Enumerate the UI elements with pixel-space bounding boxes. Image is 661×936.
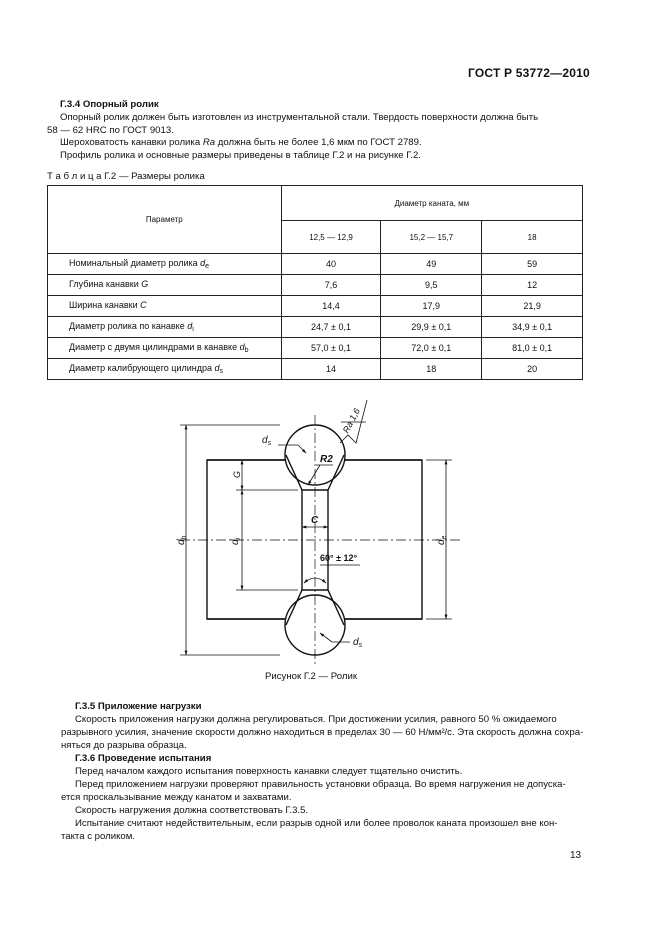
dimensions-table	[47, 185, 583, 380]
p2-var: Ra	[202, 137, 216, 148]
figure-caption: Рисунок Г.2 — Ролик	[265, 671, 358, 682]
label-g: G	[232, 470, 242, 478]
cell: 57,0 ± 0,1	[281, 338, 381, 359]
cell: 34,9 ± 0,1	[482, 317, 583, 338]
section-g34-p1-line2: 58 — 62 HRC по ГОСТ 9013.	[47, 125, 174, 136]
label-r2: R2	[320, 454, 333, 465]
section-g36-p3: Скорость нагружения должна соответствовать Г.3.5.	[75, 805, 309, 816]
label-ra: Ra 1,6	[340, 406, 363, 435]
label-ds-bottom: $d_s$	[353, 637, 363, 649]
row-label: Диаметр ролика по канавке $d_i$	[48, 317, 282, 338]
cell: 24,7 ± 0,1	[281, 317, 381, 338]
section-g34-heading: Г.3.4 Опорный ролик	[60, 99, 159, 110]
label-ds-top: $d_s$	[262, 435, 272, 447]
section-g36-p4-line2: такта с роликом.	[61, 831, 135, 842]
cell: 17,9	[381, 296, 482, 317]
cell: 20	[482, 359, 583, 380]
section-g34-p1-line1: Опорный ролик должен быть изготовлен из инструментальной стали. Твердость поверхности должна быть	[60, 112, 539, 123]
section-g36-p4-line1: Испытание считают недействительным, если разрыв одной или более проволок каната произошел вне кон-	[75, 818, 558, 829]
roller-drawing	[170, 395, 470, 670]
label-angle: 60° ± 12°	[320, 553, 358, 563]
group-header: Диаметр каната, мм	[281, 186, 582, 221]
table-row	[48, 359, 583, 380]
section-g36-p1: Перед началом каждого испытания поверхность канавки следует тщательно очистить.	[75, 766, 463, 777]
section-g36-p2-line1: Перед приложением нагрузки проверяют правильность установки образца. Во время нагружения не допуска-	[75, 779, 566, 790]
cell: 14,4	[281, 296, 381, 317]
cell: 29,9 ± 0,1	[381, 317, 482, 338]
section-g35-line1: Скорость приложения нагрузки должна регулироваться. При достижении усилия, равного 50 % ожидаемого	[75, 714, 557, 725]
cell: 40	[281, 254, 381, 275]
p2-post: должна быть не более 1,6 мкм по ГОСТ 2789.	[215, 137, 422, 148]
table-row	[48, 317, 583, 338]
row-label: Ширина канавки C	[48, 296, 282, 317]
label-di: $d_i$	[230, 537, 242, 545]
table-row	[48, 254, 583, 275]
page-number: 13	[570, 850, 582, 861]
table-caption: Т а б л и ц а Г.2 — Размеры ролика	[47, 171, 205, 182]
cell: 12	[482, 275, 583, 296]
label-c: C	[311, 515, 319, 526]
section-g35-line2: разрывного усилия, значение скорости должно находиться в пределах 30 — 60 Н/мм²/с. Эта скорость должна сохра-	[61, 727, 584, 738]
label-de: $d_e$	[436, 535, 448, 545]
cell: 59	[482, 254, 583, 275]
p2-pre: Шероховатость канавки ролика	[60, 137, 203, 148]
label-db: $d_b$	[176, 535, 188, 545]
document-id: ГОСТ Р 53772—2010	[468, 66, 590, 80]
section-g35-line3: няться до разрыва образца.	[61, 740, 187, 751]
cell: 21,9	[482, 296, 583, 317]
table-row	[48, 275, 583, 296]
cell: 14	[281, 359, 381, 380]
row-label: Номинальный диаметр ролика $d_e$	[48, 254, 282, 275]
row-label: Диаметр калибрующего цилиндра $d_s$	[48, 359, 282, 380]
cell: 81,0 ± 0,1	[482, 338, 583, 359]
cell: 18	[381, 359, 482, 380]
cell: 7,6	[281, 275, 381, 296]
column-header: 15,2 — 15,7	[381, 221, 482, 254]
cell: 49	[381, 254, 482, 275]
row-label: Глубина канавки G	[48, 275, 282, 296]
param-header: Параметр	[48, 186, 282, 254]
table-row	[48, 296, 583, 317]
section-g36-heading: Г.3.6 Проведение испытания	[75, 753, 212, 764]
section-g36-p2-line2: ется проскальзывание между канатом и захватами.	[61, 792, 292, 803]
section-g34-p3: Профиль ролика и основные размеры приведены в таблице Г.2 и на рисунке Г.2.	[60, 150, 421, 161]
cell: 9,5	[381, 275, 482, 296]
column-header: 18	[482, 221, 583, 254]
cell: 72,0 ± 0,1	[381, 338, 482, 359]
column-header: 12,5 — 12,9	[281, 221, 381, 254]
section-g34-p2	[60, 136, 422, 149]
row-label: Диаметр с двумя цилиндрами в канавке $d_b$	[48, 338, 282, 359]
table-row	[48, 338, 583, 359]
section-g35-heading: Г.3.5 Приложение нагрузки	[75, 701, 202, 712]
